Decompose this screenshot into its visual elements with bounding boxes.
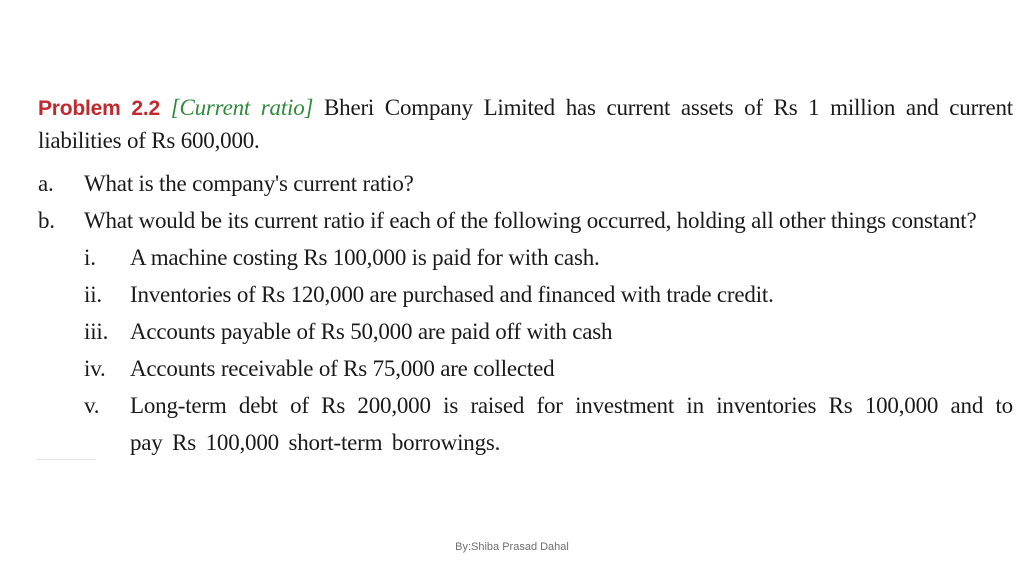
question-marker: a.: [38, 171, 54, 196]
question-item: [38, 165, 1013, 202]
subquestion-item: [84, 276, 1013, 313]
problem-content: [38, 92, 1013, 461]
problem-text: Bheri Company Limited has current assets of Rs 1 million and current liabilities of Rs 600,000.: [38, 95, 1013, 153]
footer-author: By:Shiba Prasad Dahal: [455, 541, 569, 553]
subquestion-list: [84, 239, 1013, 461]
problem-label: Problem 2.2: [38, 97, 161, 120]
subquestion-text: A machine costing Rs 100,000 is paid for with cash.: [130, 245, 600, 270]
question-marker: b.: [38, 208, 55, 233]
subquestion-marker: iv.: [84, 356, 106, 381]
subquestion-text: Accounts receivable of Rs 75,000 are collected: [130, 356, 555, 381]
subquestion-item: [84, 350, 1013, 387]
subquestion-text: Accounts payable of Rs 50,000 are paid off with cash: [130, 319, 613, 344]
divider: [36, 459, 96, 460]
subquestion-item: [84, 313, 1013, 350]
subquestion-item: [84, 387, 1013, 461]
question-item: [38, 202, 1013, 239]
problem-statement: [38, 92, 1013, 157]
subquestion-item: [84, 239, 1013, 276]
question-list: [38, 165, 1013, 461]
question-text: What would be its current ratio if each of the following occurred, holding all other things constant?: [84, 208, 977, 233]
subquestion-marker: v.: [84, 393, 100, 418]
subquestion-marker: i.: [84, 245, 96, 270]
problem-topic: [Current ratio]: [170, 95, 314, 120]
subquestion-text: Long-term debt of Rs 200,000 is raised for investment in inventories Rs 100,000 and to pay Rs 100,000 short-term borrowings.: [130, 393, 1013, 455]
subquestion-marker: iii.: [84, 319, 109, 344]
question-text: What is the company's current ratio?: [84, 171, 414, 196]
subquestion-marker: ii.: [84, 282, 102, 307]
subquestion-text: Inventories of Rs 120,000 are purchased and financed with trade credit.: [130, 282, 774, 307]
